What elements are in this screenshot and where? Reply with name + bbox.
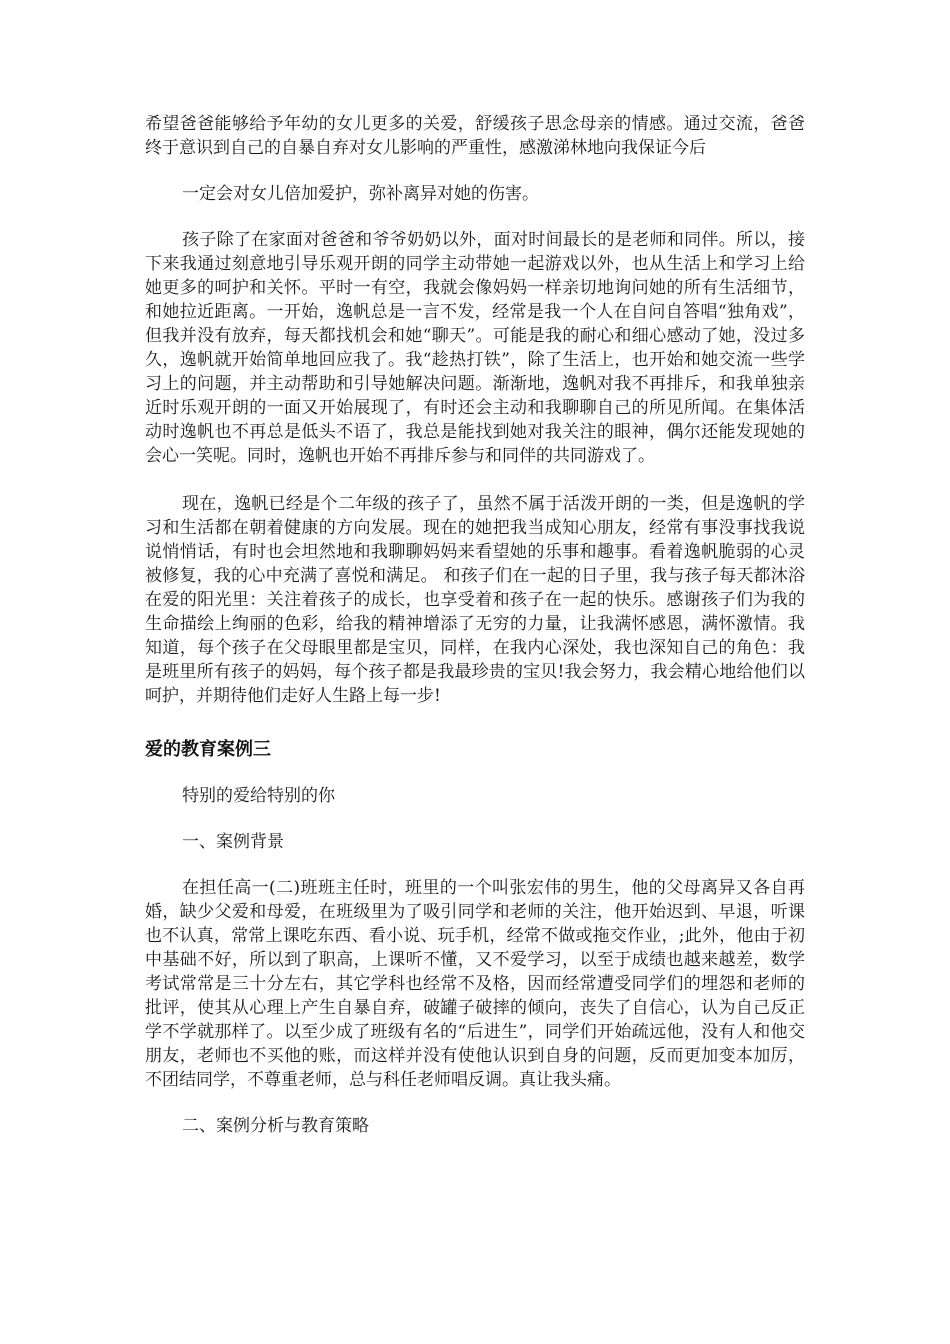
paragraph-guidance: 孩子除了在家面对爸爸和爷爷奶奶以外，面对时间最长的是老师和同伴。所以，接下来我通过刻意地引导乐观开朗的同学主动带她一起游戏以外，也从生活上和学习上给她更多的呵护和关怀。平时一有空，我就会像妈妈一样亲切地询问她的所有生活细节，和她拉近距离。一开始，逸帆总是一言不发，经常是我一个人在自问自答唱“独角戏”，但我并没有放弃，每天都找机会和她“聊天”。可能是我的耐心和细心感动了她，没过多久，逸帆就开始简单地回应我了。我“趁热打铁”，除了生活上，也开始和她交流一些学习上的问题，并主动帮助和引导她解决问题。渐渐地，逸帆对我不再排斥，和我单独亲近时乐观开朗的一面又开始展现了，有时还会主动和我聊聊自己的所见所闻。在集体活动时逸帆也不再总是低头不语了，我总是能找到她对我关注的眼神，偶尔还能发现她的会心一笑呢。同时，逸帆也开始不再排斥参与和同伴的共同游戏了。 [145,230,805,466]
paragraph-continuation: 希望爸爸能够给予年幼的女儿更多的关爱，舒缓孩子思念母亲的情感。通过交流，爸爸终于意识到自己的自暴自弃对女儿影响的严重性，感激涕林地向我保证今后 [145,114,805,158]
section-heading: 爱的教育案例三 [145,739,271,760]
paragraph-promise: 一定会对女儿倍加爱护，弥补离异对她的伤害。 [182,184,539,204]
paragraph-background: 在担任高一(二)班班主任时，班里的一个叫张宏伟的男生，他的父母离异又各自再婚，缺少父爱和母爱，在班级里为了吸引同学和老师的关注，他开始迟到、早退，听课也不认真，常常上课吃东西、看小说、玩手机，经常不做或拖交作业，;此外，他由于初中基础不好，所以到了职高，上课听不懂，又不爱学习，以至于成绩也越来越差，数学考试常常是三十分左右，其它学科也经常不及格，因而经常遭受同学们的埋怨和老师的批评，使其从心理上产生自暴自弃，破罐子破摔的倾向，丧失了自信心，认为自己反正学不学就那样了。以至少成了班级有名的“后进生”，同学们开始疏远他，没有人和他交朋友，老师也不买他的账，而这样并没有使他认识到自身的问题，反而更加变本加厉，不团结同学，不尊重老师，总与科任老师唱反调。真让我头痛。 [145,878,805,1090]
heading-background: 一、案例背景 [182,832,284,852]
document-page [145,112,805,1138]
case-subtitle: 特别的爱给特别的你 [182,786,335,806]
paragraph-progress: 现在，逸帆已经是个二年级的孩子了，虽然不属于活泼开朗的一类，但是逸帆的学习和生活都在朝着健康的方向发展。现在的她把我当成知心朋友，经常有事没事找我说说悄悄话，有时也会坦然地和我聊聊妈妈来看望她的乐事和趣事。看着逸帆脆弱的心灵被修复，我的心中充满了喜悦和满足。 和孩子们在一起的日子里，我与孩子每天都沐浴在爱的阳光里：关注着孩子的成长，也享受着和孩子在一起的快乐。感谢孩子们为我的生命描绘上绚丽的色彩，给我的精神增添了无穷的力量，让我满怀感恩，满怀激情。我知道，每个孩子在父母眼里都是宝贝，同样，在我内心深处，我也深知自己的角色：我是班里所有孩子的妈妈，每个孩子都是我最珍贵的宝贝!我会努力，我会精心地给他们以呵护，并期待他们走好人生路上每一步! [145,494,805,706]
heading-analysis: 二、案例分析与教育策略 [182,1116,369,1136]
